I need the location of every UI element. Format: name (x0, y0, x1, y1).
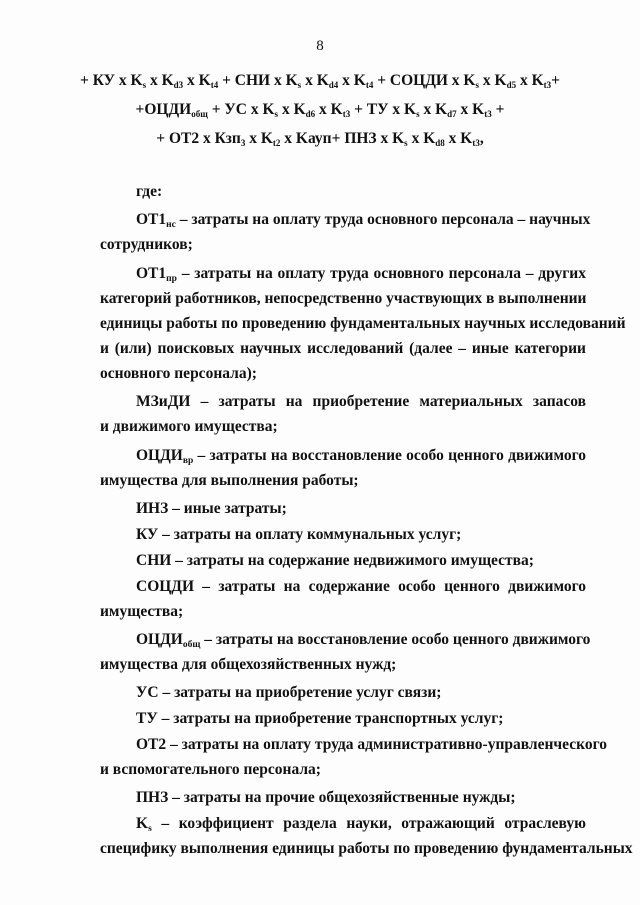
text-segment: x K (419, 101, 448, 118)
text-segment: x K (479, 72, 507, 89)
text-segment: , (479, 130, 484, 147)
text-segment: x K (444, 130, 473, 147)
subscript: общ (191, 109, 208, 119)
definition-mzidi (136, 389, 586, 415)
subscript: 3 (240, 138, 246, 148)
subscript: общ (182, 640, 201, 650)
definition-ot1-nc (136, 207, 591, 233)
definition-inz (136, 496, 586, 522)
text-segment: ТУ – затраты на приобретение транспортных услуг; (136, 710, 504, 727)
definition-mzidi-cont (100, 414, 586, 440)
subscript: t4 (365, 80, 374, 90)
text-segment: – коэффициент раздела науки, отражающий отраслевую (151, 815, 586, 832)
where-label: где: (136, 183, 163, 200)
text-segment: – затраты на восстановление особо ценного движимого (193, 447, 586, 464)
text-segment: и движимого имущества; (100, 418, 278, 435)
subscript: s (142, 80, 147, 90)
text-segment: x K (245, 130, 273, 147)
subscript: s (297, 80, 302, 90)
text-segment: + КУ x K (79, 72, 143, 89)
subscript: s (148, 824, 152, 834)
definition-ocdi-vr-cont (100, 468, 586, 494)
text-segment: + ТУ x K (350, 101, 417, 118)
text-segment: x Kауп+ ПНЗ x K (280, 130, 405, 147)
text-segment: – затраты на восстановление особо ценного движимого (200, 631, 591, 648)
text-segment: + УС x K (207, 101, 275, 118)
text-segment: ОТ1 (136, 265, 167, 282)
formula-line-3 (0, 130, 640, 148)
text-segment: + (551, 72, 560, 89)
subscript: s (404, 138, 408, 148)
text-segment: КУ – затраты на оплату коммунальных услуг; (136, 526, 462, 543)
definition-ot1-nc-cont (100, 232, 586, 258)
definition-ot1-pr-cont-1 (100, 286, 586, 312)
definition-tu (136, 706, 586, 732)
text-segment: имущества для общехозяйственных нужд; (100, 656, 397, 673)
text-segment: x K (183, 72, 211, 89)
text-segment: +ОЦДИ (135, 101, 192, 118)
text-segment: ОЦДИ (136, 447, 183, 464)
text-segment: + (491, 101, 505, 118)
subscript: нс (166, 220, 176, 230)
text-segment: основного персонала); (100, 365, 257, 382)
text-segment: ИНЗ – иные затраты; (136, 500, 287, 517)
text-segment: + СОЦДИ x K (373, 72, 476, 89)
text-segment: имущества для выполнения работы; (100, 472, 359, 489)
text-segment: x K (338, 72, 366, 89)
definition-sni (136, 548, 586, 574)
definition-us (136, 680, 586, 706)
definition-ks (136, 811, 586, 837)
definition-ot1-pr-cont-2 (100, 311, 626, 337)
subscript: вр (182, 456, 194, 466)
subscript: t4 (210, 80, 219, 90)
definition-ot1-pr-cont-3 (100, 336, 586, 362)
text-segment: + СНИ x K (218, 72, 298, 89)
subscript: d8 (435, 138, 445, 148)
subscript: d6 (305, 109, 316, 119)
text-segment: ОТ2 – затраты на оплату труда административно-управленческого (136, 736, 608, 753)
definition-ot2-cont (100, 757, 586, 783)
definition-ocdi-vr (136, 443, 586, 469)
text-segment: специфику выполнения единицы работы по проведению фундаментальных (100, 840, 633, 857)
text-segment: и вспомогательного персонала; (100, 761, 321, 778)
definition-ku (136, 522, 586, 548)
subscript: d4 (328, 80, 339, 90)
text-segment: и (или) поисковых научных исследований (далее – иные категории (100, 340, 586, 357)
text-segment: ОЦДИ (136, 631, 183, 648)
subscript: d5 (506, 80, 517, 90)
text-segment: категорий работников, непосредственно участвующих в выполнении (100, 290, 587, 307)
text-segment: x K (315, 101, 343, 118)
text-segment: – затраты на оплату труда основного персонала – других (176, 265, 586, 282)
text-segment: имущества; (100, 603, 184, 620)
formula-line-1 (0, 72, 640, 90)
subscript: s (475, 80, 480, 90)
formula-line-2 (0, 101, 640, 119)
page-number: 8 (316, 38, 324, 54)
subscript: d7 (447, 109, 457, 119)
definition-socdi (136, 574, 586, 600)
text-segment: x K (407, 130, 436, 147)
text-segment: МЗиДИ – затраты на приобретение материальных запасов (136, 393, 586, 410)
subscript: t2 (272, 138, 281, 148)
subscript: d3 (173, 80, 184, 90)
text-segment: x K (146, 72, 174, 89)
subscript: s (416, 109, 420, 119)
subscript: t3 (472, 138, 480, 148)
subscript: пр (166, 274, 177, 284)
text-segment: – затраты на оплату труда основного персонала – научных (175, 211, 591, 228)
definition-ocdi-obsh-cont (100, 652, 586, 678)
subscript: t3 (342, 109, 351, 119)
definition-ks-cont (100, 836, 633, 862)
text-segment: + ОТ2 x Кзп (156, 130, 241, 147)
subscript: t3 (543, 80, 552, 90)
definition-ot2 (136, 732, 608, 758)
definition-ot1-pr (136, 261, 586, 287)
text-segment: x K (278, 101, 306, 118)
text-segment: УС – затраты на приобретение услуг связи; (136, 684, 442, 701)
definition-ocdi-obsh (136, 627, 591, 653)
text-segment: x K (456, 101, 485, 118)
text-segment: x K (516, 72, 544, 89)
text-segment: x K (301, 72, 329, 89)
subscript: t3 (484, 109, 492, 119)
text-segment: СНИ – затраты на содержание недвижимого имущества; (136, 552, 534, 569)
text-segment: сотрудников; (100, 236, 193, 253)
subscript: s (274, 109, 279, 119)
text-segment: СОЦДИ – затраты на содержание особо ценного движимого (136, 578, 586, 595)
text-segment: K (136, 815, 149, 832)
text-segment: ОТ1 (136, 211, 167, 228)
definition-socdi-cont (100, 599, 586, 625)
definition-pnz (136, 785, 586, 811)
text-segment: ПНЗ – затраты на прочие общехозяйственные нужды; (136, 789, 516, 806)
text-segment: единицы работы по проведению фундаментальных научных исследований (100, 315, 626, 332)
definition-ot1-pr-cont-4 (100, 361, 586, 387)
